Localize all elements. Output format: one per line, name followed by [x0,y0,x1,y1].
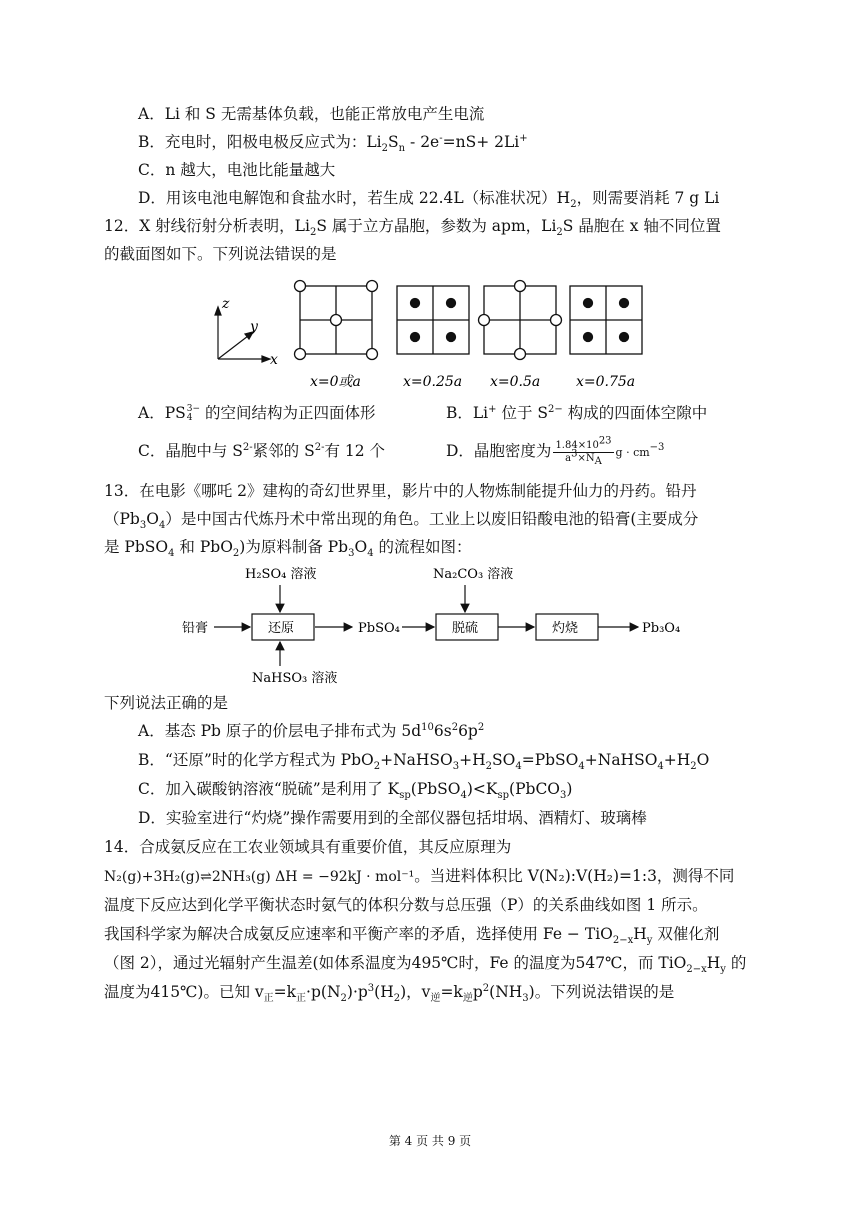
section-x025 [397,286,469,354]
page-footer: 第 4 页 共 9 页 [388,1134,472,1148]
process-flow-diagram [180,560,700,690]
mid-label: PbSO₄ [358,621,400,636]
q13-stem-line3: 是 PbSO$_4$ 和 PbO$_2$)为原料制备 $Pb_3O_4$ 的流程如图： [104,538,472,560]
q13-stem-line2: $(Pb_3O_4)$是中国古代炼丹术中常出现的角色。工业上以废旧铅酸电池的铅膏(主要成分 [104,510,699,532]
q13-ask: 下列说法正确的是 [104,694,229,712]
q12-stem-line2: 的截面图如下。下列说法错误的是 [104,245,337,263]
q11-option-c: C．n 越大，电池比能量越大 [138,161,336,179]
crystal-section-figure [200,276,660,396]
q14-stem-line5: （图 2），通过光辐射产生温差(如体系温度为495℃时，Fe 的温度为547℃，而 $TiO_{2-x}H_y$ 的 [104,954,747,976]
box-calcine-label: 灼烧 [552,621,579,636]
q13-stem-line1: 13．在电影《哪吒 2》建构的奇幻世界里，影片中的人物炼制能提升仙力的丹药。铅丹 [104,482,697,500]
section-x075 [570,286,642,354]
box-reduce-label: 还原 [268,621,295,636]
q14-stem-line6: 温度为415℃)。已知 $v_正=k_正\cdot p(N_2)\cdot p^3(H_2)$，$v_逆=k_逆p^2(NH_3)$。下列说法错误的是 [104,982,675,1005]
start-label: 铅膏 [182,621,209,636]
end-label: Pb₃O₄ [642,621,681,636]
axis-y-label: y [250,319,258,335]
h2so4-label: H₂SO₄ 溶液 [245,567,317,582]
q13-option-a: A．基态 Pb 原子的价层电子排布式为 $5d^{10}6s^26p^2$ [138,721,485,740]
q14-stem-line3: 温度下反应达到化学平衡状态时氨气的体积分数与总压强（P）的关系曲线如图 1 所示。 [104,896,708,914]
q13-option-b: B．“还原”时的化学方程式为 $PbO_2+NaHSO_3+H_2SO_4=PbSO_4+NaHSO_4+H_2O$ [138,751,710,773]
q13-option-d: D．实验室进行“灼烧”操作需要用到的全部仪器包括坩埚、酒精灯、玻璃棒 [138,809,647,827]
q11-option-d: D．用该电池电解饱和食盐水时，若生成 22.4L（标准状况）$H_2$，则需要消耗 7 g Li [138,189,720,211]
na2co3-label: Na₂CO₃ 溶液 [433,567,514,582]
section-label-2: x=0.25a [403,374,463,390]
axis-z-label: z [222,296,230,312]
q14-stem-line1: 14．合成氨反应在工农业领域具有重要价值，其反应原理为 [104,838,512,856]
section-label-1: x=0或a [310,374,361,390]
q12-option-c: C．晶胞中与 $S^{2-}$紧邻的 $S^{2-}$有 12 个 [138,441,386,460]
q12-option-d: D．晶胞密度为 $\frac{1.84\times 10^{23}}{a^3\times N_A}$ $g \cdot cm^{-3}$ [446,435,665,467]
axis-x-label: x [270,352,278,368]
q12-stem-line1: 12．X 射线衍射分析表明，$Li_2S$ 属于立方晶胞，参数为 apm，$Li_2S$ 晶胞在 x 轴不同位置 [104,217,721,239]
q13-option-c: C．加入碳酸钠溶液“脱硫”是利用了 $K_{sp}(PbSO_4)<K_{sp}(PbCO_3)$ [138,780,573,802]
q14-stem-line2: N₂(g)+3H₂(g)⇌2NH₃(g) ΔH = −92kJ · mol⁻¹。当进料体积比 V(N₂):V(H₂)=1:3，测得不同 [104,867,735,885]
axes-icon [215,307,270,362]
section-x05 [479,281,562,360]
density-fraction: $\frac{1.84\times 10^{23}}{a^3\times N_A}$ [555,435,612,467]
q11-option-a: A．Li 和 S 无需基体负载，也能正常放电产生电流 [138,105,485,123]
section-x0 [295,281,378,360]
section-label-4: x=0.75a [576,374,636,390]
q12-option-a: A．PS 3− 4 的空间结构为正四面体形 [138,404,376,423]
q11-option-b: B．充电时，阳极电极反应式为：$Li_2S_n - 2e^-=nS+ 2Li^+$ [138,132,528,155]
q14-stem-line4: 我国科学家为解决合成氨反应速率和平衡产率的矛盾，选择使用 $Fe - TiO_{2-x}H_y$ 双催化剂 [104,925,720,947]
nahso3-label: NaHSO₃ 溶液 [252,671,338,686]
section-label-3: x=0.5a [490,374,541,390]
q12-option-b: B．Li+ 位于 $S^{2-}$ 构成的四面体空隙中 [446,403,708,422]
box-desulfur-label: 脱硫 [452,621,479,636]
